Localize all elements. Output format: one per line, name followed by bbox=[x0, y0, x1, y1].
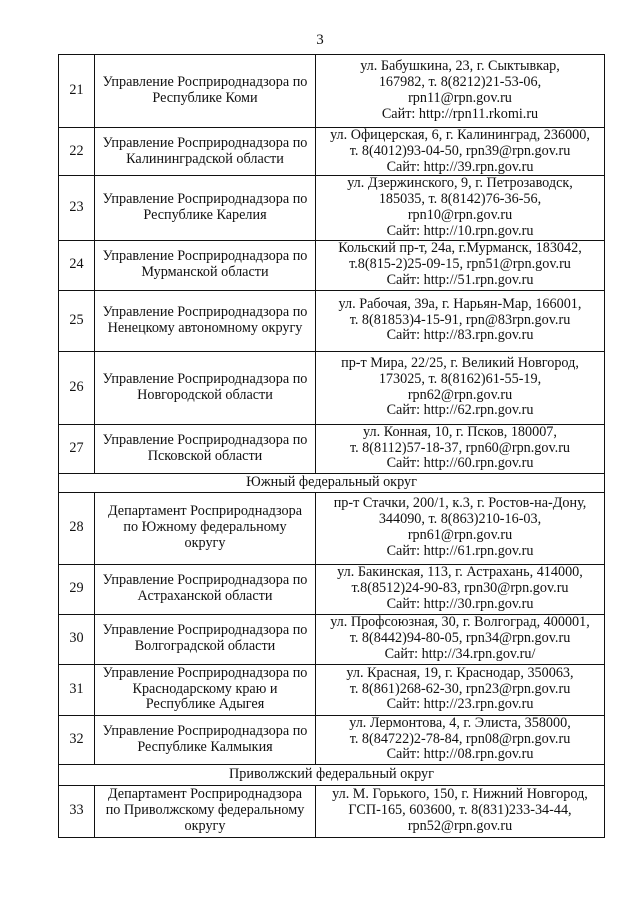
contact-details-line: Сайт: http://08.rpn.gov.ru bbox=[386, 746, 534, 763]
organization-name-line: Управление Росприроднадзора по bbox=[102, 191, 308, 208]
contact-details-line: ул. Бабушкина, 23, г. Сыктывкар, bbox=[360, 58, 560, 75]
contact-details-line: rpn10@rpn.gov.ru bbox=[407, 206, 513, 223]
row-number: 24 bbox=[59, 240, 95, 290]
contact-details-line: пр-т Мира, 22/25, г. Великий Новгород, bbox=[341, 354, 579, 371]
contact-details-line: ул. Красная, 19, г. Краснодар, 350063, bbox=[346, 664, 574, 681]
table-row bbox=[59, 564, 605, 614]
contact-details-line: 344090, т. 8(863)210-16-03, bbox=[378, 511, 542, 528]
organizations-table-body bbox=[59, 55, 605, 838]
contact-details-line: т.8(815-2)25-09-15, rpn51@rpn.gov.ru bbox=[349, 256, 571, 273]
row-number: 27 bbox=[59, 424, 95, 473]
contact-details-line: т. 8(4012)93-04-50, rpn39@rpn.gov.ru bbox=[349, 142, 571, 159]
organization-name-line: Департамент Росприроднадзора bbox=[107, 786, 303, 803]
contact-details-line: ул. Офицерская, 6, г. Калининград, 236000, bbox=[330, 127, 590, 143]
contact-details bbox=[316, 664, 605, 715]
contact-details-line: т. 8(8442)94-80-05, rpn34@rpn.gov.ru bbox=[349, 630, 571, 647]
contact-details-line: 185035, т. 8(8142)76-36-56, bbox=[378, 191, 542, 208]
row-number: 25 bbox=[59, 290, 95, 351]
contact-details bbox=[316, 424, 605, 473]
organization-name-line: Республике Коми bbox=[152, 90, 258, 106]
organization-name-line: Волгоградской области bbox=[134, 638, 276, 655]
table-row bbox=[59, 614, 605, 664]
organization-name-line: Калининградской области bbox=[126, 150, 284, 167]
contact-details bbox=[316, 715, 605, 764]
organization-name bbox=[95, 664, 316, 715]
organization-name bbox=[95, 424, 316, 473]
contact-details-line: 173025, т. 8(8162)61-55-19, bbox=[378, 370, 542, 387]
contact-details-line: ул. Рабочая, 39а, г. Нарьян-Мар, 166001, bbox=[338, 295, 582, 312]
contact-details-line: Сайт: http://10.rpn.gov.ru bbox=[386, 222, 534, 239]
contact-details-line: rpn61@rpn.gov.ru bbox=[407, 527, 513, 544]
organization-name-line: Новгородской области bbox=[137, 386, 273, 403]
contact-details-line: ул. Дзержинского, 9, г. Петрозаводск, bbox=[347, 175, 573, 192]
row-number: 29 bbox=[59, 564, 95, 614]
organization-name bbox=[95, 290, 316, 351]
contact-details-line: Сайт: http://39.rpn.gov.ru bbox=[386, 158, 534, 175]
contact-details-line: т. 8(81853)4-15-91, rpn@83rpn.gov.ru bbox=[349, 311, 571, 328]
table-row bbox=[59, 290, 605, 351]
organization-name-line: Республике Калмыкия bbox=[137, 738, 273, 755]
contact-details-line: Сайт: http://62.rpn.gov.ru bbox=[386, 402, 534, 419]
district-header-row bbox=[59, 764, 605, 785]
contact-details bbox=[316, 176, 605, 240]
organization-name-line: Управление Росприроднадзора по bbox=[102, 722, 308, 739]
contact-details-line: ул. Бакинская, 113, г. Астрахань, 414000, bbox=[337, 564, 583, 581]
organization-name bbox=[95, 240, 316, 290]
organization-name bbox=[95, 128, 316, 176]
contact-details bbox=[316, 240, 605, 290]
row-number: 21 bbox=[59, 55, 95, 128]
contact-details-line: 167982, т. 8(8212)21-53-06, bbox=[378, 74, 542, 91]
organization-name-line: Управление Росприроднадзора по bbox=[102, 572, 308, 589]
contact-details bbox=[316, 290, 605, 351]
contact-details-line: т.8(8512)24-90-83, rpn30@rpn.gov.ru bbox=[351, 580, 569, 597]
organization-name-line: Мурманской области bbox=[141, 264, 269, 281]
contact-details-line: ГСП-165, 603600, т. 8(831)233-34-44, bbox=[348, 802, 572, 819]
table-row bbox=[59, 664, 605, 715]
organization-name-line: Департамент Росприроднадзора bbox=[107, 503, 303, 520]
contact-details bbox=[316, 614, 605, 664]
contact-details-line: пр-т Стачки, 200/1, к.3, г. Ростов-на-Дону, bbox=[333, 495, 587, 512]
contact-details bbox=[316, 351, 605, 424]
row-number: 33 bbox=[59, 785, 95, 837]
organization-name bbox=[95, 715, 316, 764]
contact-details-line: Сайт: http://23.rpn.gov.ru bbox=[386, 696, 534, 713]
contact-details-line: rpn62@rpn.gov.ru bbox=[407, 386, 513, 403]
organization-name-line: Управление Росприроднадзора по bbox=[102, 74, 308, 91]
row-number: 28 bbox=[59, 492, 95, 564]
organization-name bbox=[95, 351, 316, 424]
table-row bbox=[59, 55, 605, 128]
contact-details-line: т. 8(8112)57-18-37, rpn60@rpn.gov.ru bbox=[349, 439, 571, 456]
organization-name bbox=[95, 176, 316, 240]
organization-name-line: Управление Росприроднадзора по bbox=[102, 370, 308, 387]
organization-name-line: округу bbox=[184, 534, 226, 551]
organizations-table bbox=[58, 54, 605, 838]
organization-name bbox=[95, 785, 316, 837]
organization-name-line: Краснодарскому краю и bbox=[132, 680, 278, 697]
organization-name-line: Управление Росприроднадзора по bbox=[102, 431, 308, 448]
contact-details-line: т. 8(84722)2-78-84, rpn08@rpn.gov.ru bbox=[349, 730, 571, 747]
row-number: 31 bbox=[59, 664, 95, 715]
row-number: 23 bbox=[59, 176, 95, 240]
organization-name-line: по Приволжскому федеральному bbox=[105, 802, 305, 819]
contact-details-line: т. 8(861)268-62-30, rpn23@rpn.gov.ru bbox=[349, 680, 571, 697]
table-row bbox=[59, 128, 605, 176]
organization-name bbox=[95, 492, 316, 564]
table-row bbox=[59, 715, 605, 764]
contact-details bbox=[316, 564, 605, 614]
organization-name bbox=[95, 614, 316, 664]
contact-details-line: rpn11@rpn.gov.ru bbox=[408, 90, 512, 106]
contact-details-line: Сайт: http://83.rpn.gov.ru bbox=[386, 327, 534, 344]
contact-details bbox=[316, 785, 605, 837]
organization-name-line: Управление Росприроднадзора по bbox=[102, 664, 308, 681]
contact-details bbox=[316, 128, 605, 176]
table-row bbox=[59, 492, 605, 564]
contact-details bbox=[316, 55, 605, 128]
organization-name-line: Псковской области bbox=[147, 447, 263, 464]
contact-details-line: Сайт: http://60.rpn.gov.ru bbox=[386, 455, 534, 472]
district-name: Приволжский федеральный округ bbox=[59, 764, 605, 785]
contact-details-line: Сайт: http://51.rpn.gov.ru bbox=[386, 271, 534, 288]
organization-name-line: Управление Росприроднадзора по bbox=[102, 134, 308, 151]
organization-name-line: Республике Карелия bbox=[143, 206, 267, 223]
organization-name-line: Ненецкому автономному округу bbox=[107, 319, 303, 336]
contact-details-line: ул. Лермонтова, 4, г. Элиста, 358000, bbox=[349, 714, 571, 731]
organization-name bbox=[95, 55, 316, 128]
row-number: 30 bbox=[59, 614, 95, 664]
table-row bbox=[59, 351, 605, 424]
page-number: 3 bbox=[316, 32, 324, 48]
contact-details-line: rpn52@rpn.gov.ru bbox=[407, 817, 513, 834]
table-row bbox=[59, 240, 605, 290]
contact-details-line: Сайт: http://34.rpn.gov.ru/ bbox=[384, 645, 536, 662]
organization-name bbox=[95, 564, 316, 614]
table-row bbox=[59, 785, 605, 837]
contact-details-line: Кольский пр-т, 24а, г.Мурманск, 183042, bbox=[338, 240, 582, 257]
contact-details-line: Сайт: http://rpn11.rkomi.ru bbox=[381, 105, 539, 122]
district-name: Южный федеральный округ bbox=[59, 473, 605, 492]
contact-details-line: Сайт: http://30.rpn.gov.ru bbox=[386, 595, 534, 612]
organization-name-line: Управление Росприроднадзора по bbox=[102, 303, 308, 320]
contact-details-line: ул. Профсоюзная, 30, г. Волгоград, 400001, bbox=[330, 614, 590, 631]
table-row bbox=[59, 176, 605, 240]
organization-name-line: Астраханской области bbox=[137, 588, 273, 605]
organization-name-line: Управление Росприроднадзора по bbox=[102, 248, 308, 265]
organization-name-line: округу bbox=[184, 817, 226, 834]
contact-details-line: ул. М. Горького, 150, г. Нижний Новгород, bbox=[332, 786, 588, 803]
contact-details-line: ул. Конная, 10, г. Псков, 180007, bbox=[363, 423, 557, 440]
organization-name-line: Управление Росприроднадзора по bbox=[102, 622, 308, 639]
row-number: 26 bbox=[59, 351, 95, 424]
organization-name-line: Республике Адыгея bbox=[145, 696, 265, 713]
organization-name-line: по Южному федеральному bbox=[123, 519, 287, 536]
district-header-row bbox=[59, 473, 605, 492]
contact-details bbox=[316, 492, 605, 564]
row-number: 32 bbox=[59, 715, 95, 764]
row-number: 22 bbox=[59, 128, 95, 176]
table-row bbox=[59, 424, 605, 473]
contact-details-line: Сайт: http://61.rpn.gov.ru bbox=[386, 542, 534, 559]
